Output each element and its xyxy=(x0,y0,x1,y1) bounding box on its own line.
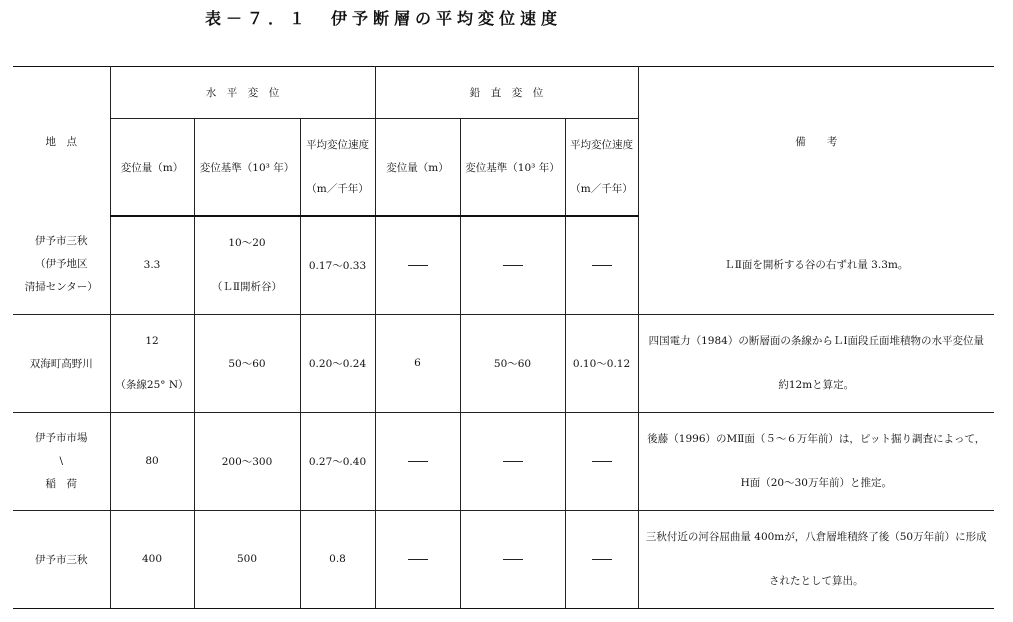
cell-h-rate: 0.20～0.24 xyxy=(300,314,375,412)
header-h-basis: 変位基準（10³ 年） xyxy=(194,119,300,217)
table-row xyxy=(13,510,994,608)
header-v-amount: 変位量（m） xyxy=(375,119,460,217)
dash-line xyxy=(592,461,612,462)
cell-v-rate xyxy=(565,510,638,608)
dash-line xyxy=(592,559,612,560)
header-vertical-displacement: 鉛 直 変 位 xyxy=(375,67,638,119)
cell-v-amount xyxy=(375,412,460,510)
header-h-rate: 平均変位速度 （m／千年） xyxy=(300,119,375,217)
displacement-rate-table xyxy=(13,66,994,609)
cell-v-amount: 6 xyxy=(375,314,460,412)
table-row xyxy=(13,216,994,314)
cell-h-amount: 80 xyxy=(110,412,194,510)
dash-line xyxy=(408,461,428,462)
cell-h-amount: 400 xyxy=(110,510,194,608)
cell-h-basis: 50～60 xyxy=(194,314,300,412)
dash-line xyxy=(503,559,523,560)
cell-h-amount: 3.3 xyxy=(110,216,194,314)
cell-location: 伊予市市場 \ 稲 荷 xyxy=(13,412,110,510)
table-row xyxy=(13,412,994,510)
cell-remarks: 四国電力（1984）の断層面の条線からＬⅠ面段丘面堆積物の水平変位量 約12mと算定。 xyxy=(638,314,994,412)
cell-remarks: ＬⅡ面を開析する谷の右ずれ量 3.3m。 xyxy=(638,216,994,314)
header-horizontal-displacement: 水 平 変 位 xyxy=(110,67,375,119)
dash-line xyxy=(408,265,428,266)
cell-remarks: 後藤（1996）のMⅡ面（５～６万年前）は，ピット掘り調査によって， H面（20～30万年前）と推定。 xyxy=(638,412,994,510)
table-row xyxy=(13,314,994,412)
cell-v-basis xyxy=(460,412,565,510)
cell-v-amount xyxy=(375,216,460,314)
cell-v-amount xyxy=(375,510,460,608)
cell-location: 伊予市三秋 xyxy=(13,510,110,608)
cell-h-basis: 200～300 xyxy=(194,412,300,510)
cell-remarks: 三秋付近の河谷屈曲量 400mが，八倉層堆積終了後（50万年前）に形成 されたとして算出。 xyxy=(638,510,994,608)
cell-location: 双海町高野川 xyxy=(13,314,110,412)
cell-h-rate: 0.8 xyxy=(300,510,375,608)
cell-v-basis xyxy=(460,216,565,314)
header-remarks: 備 考 xyxy=(638,67,994,217)
cell-v-rate xyxy=(565,216,638,314)
table-title: 表－７．１ 伊予断層の平均変位速度 xyxy=(205,9,563,28)
dash-line xyxy=(408,559,428,560)
header-v-rate: 平均変位速度 （m／千年） xyxy=(565,119,638,217)
cell-h-rate: 0.17～0.33 xyxy=(300,216,375,314)
cell-h-basis: 10～20 （ＬⅡ開析谷） xyxy=(194,216,300,314)
cell-v-basis: 50～60 xyxy=(460,314,565,412)
header-location: 地 点 xyxy=(13,67,110,217)
cell-v-rate xyxy=(565,412,638,510)
cell-h-rate: 0.27～0.40 xyxy=(300,412,375,510)
dash-line xyxy=(503,461,523,462)
cell-h-basis: 500 xyxy=(194,510,300,608)
cell-h-amount: 12 （条線25° N） xyxy=(110,314,194,412)
header-h-amount: 変位量（m） xyxy=(110,119,194,217)
dash-line xyxy=(592,265,612,266)
cell-v-basis xyxy=(460,510,565,608)
cell-location: 伊予市三秋 （伊予地区 清掃センター） xyxy=(13,216,110,314)
dash-line xyxy=(503,265,523,266)
header-v-basis: 変位基準（10³ 年） xyxy=(460,119,565,217)
cell-v-rate: 0.10～0.12 xyxy=(565,314,638,412)
